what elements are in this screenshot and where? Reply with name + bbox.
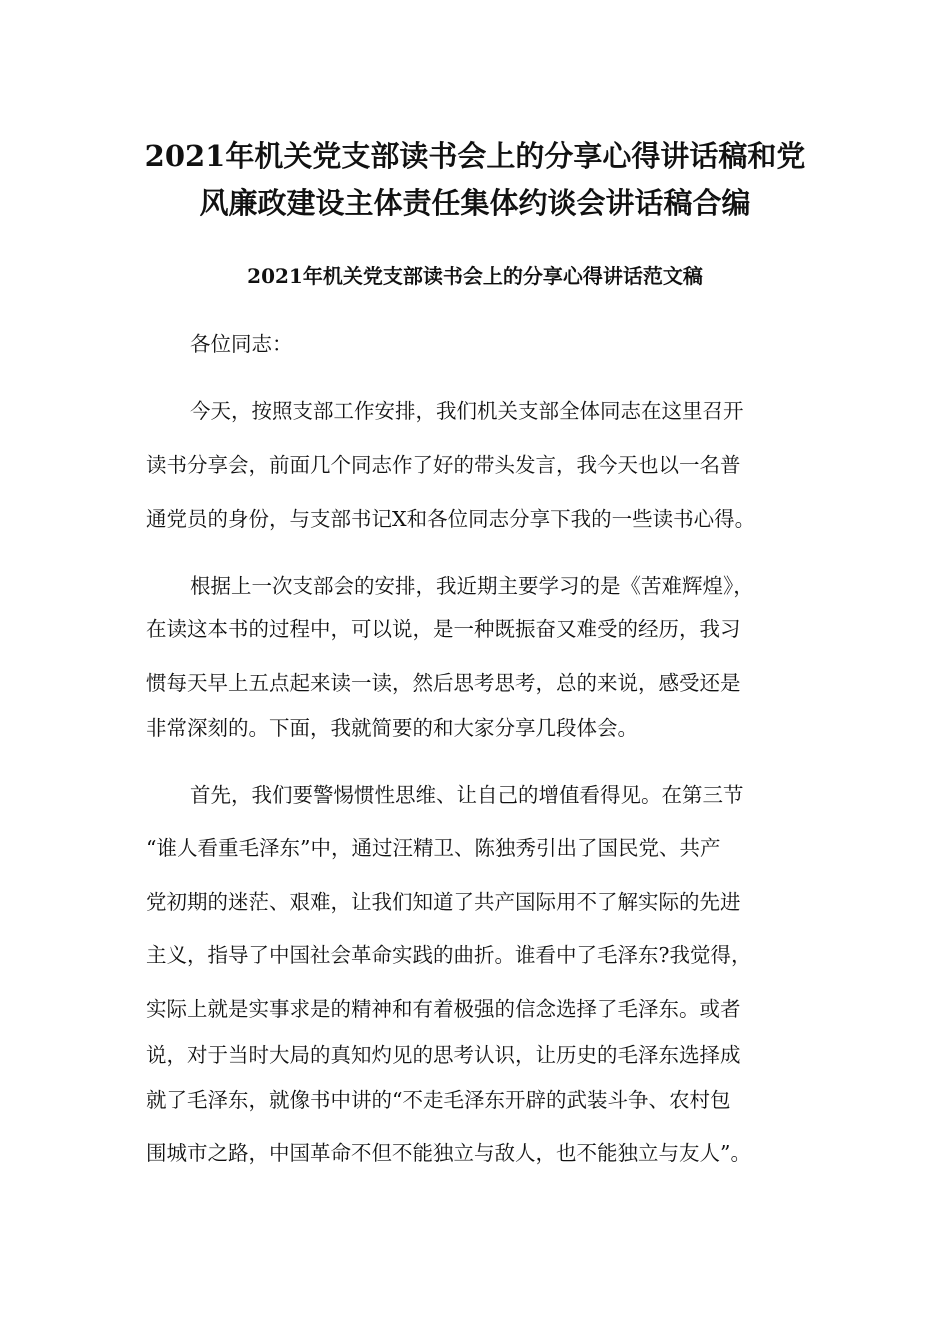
paragraph-3-line-2: “谁人看重毛泽东”中，通过汪精卫、陈独秀引出了国民党、共产	[146, 836, 721, 860]
paragraph-3-line-6: 说，对于当时大局的真知灼见的思考认识，让历史的毛泽东选择成	[146, 1043, 741, 1067]
document-title-line-2: 风廉政建设主体责任集体约谈会讲话稿合编	[199, 186, 751, 220]
paragraph-3-line-4: 主义，指导了中国社会革命实践的曲折。谁看中了毛泽东?我觉得，	[146, 943, 752, 967]
paragraph-2-line-4: 非常深刻的。下面，我就简要的和大家分享几段体会。	[146, 716, 638, 740]
paragraph-3-line-1: 首先，我们要警惕惯性思维、让自己的增值看得见。在第三节	[190, 783, 744, 807]
paragraph-3-line-5: 实际上就是实事求是的精神和有着极强的信念选择了毛泽东。或者	[146, 997, 741, 1021]
paragraph-1-line-1: 今天，按照支部工作安排，我们机关支部全体同志在这里召开	[190, 399, 744, 423]
paragraph-1-line-3: 通党员的身份，与支部书记X和各位同志分享下我的一些读书心得。	[146, 507, 756, 531]
paragraph-2-line-3: 惯每天早上五点起来读一读，然后思考思考，总的来说，感受还是	[146, 671, 741, 695]
document-subtitle: 2021年机关党支部读书会上的分享心得讲话范文稿	[247, 264, 703, 288]
document-title-line-1: 2021年机关党支部读书会上的分享心得讲话稿和党	[144, 139, 806, 173]
paragraph-3-line-8: 围城市之路，中国革命不但不能独立与敌人，也不能独立与友人”。	[146, 1141, 751, 1165]
paragraph-3-line-7: 就了毛泽东，就像书中讲的“不走毛泽东开辟的武装斗争、农村包	[146, 1088, 731, 1112]
paragraph-1-line-2: 读书分享会，前面几个同志作了好的带头发言，我今天也以一名普	[146, 453, 741, 477]
paragraph-2-line-1: 根据上一次支部会的安排，我近期主要学习的是《苦难辉煌》，	[190, 574, 754, 598]
paragraph-3-line-3: 党初期的迷茫、艰难，让我们知道了共产国际用不了解实际的先进	[146, 890, 741, 914]
paragraph-2-line-2: 在读这本书的过程中，可以说，是一种既振奋又难受的经历，我习	[146, 617, 741, 641]
salutation: 各位同志：	[190, 332, 293, 356]
